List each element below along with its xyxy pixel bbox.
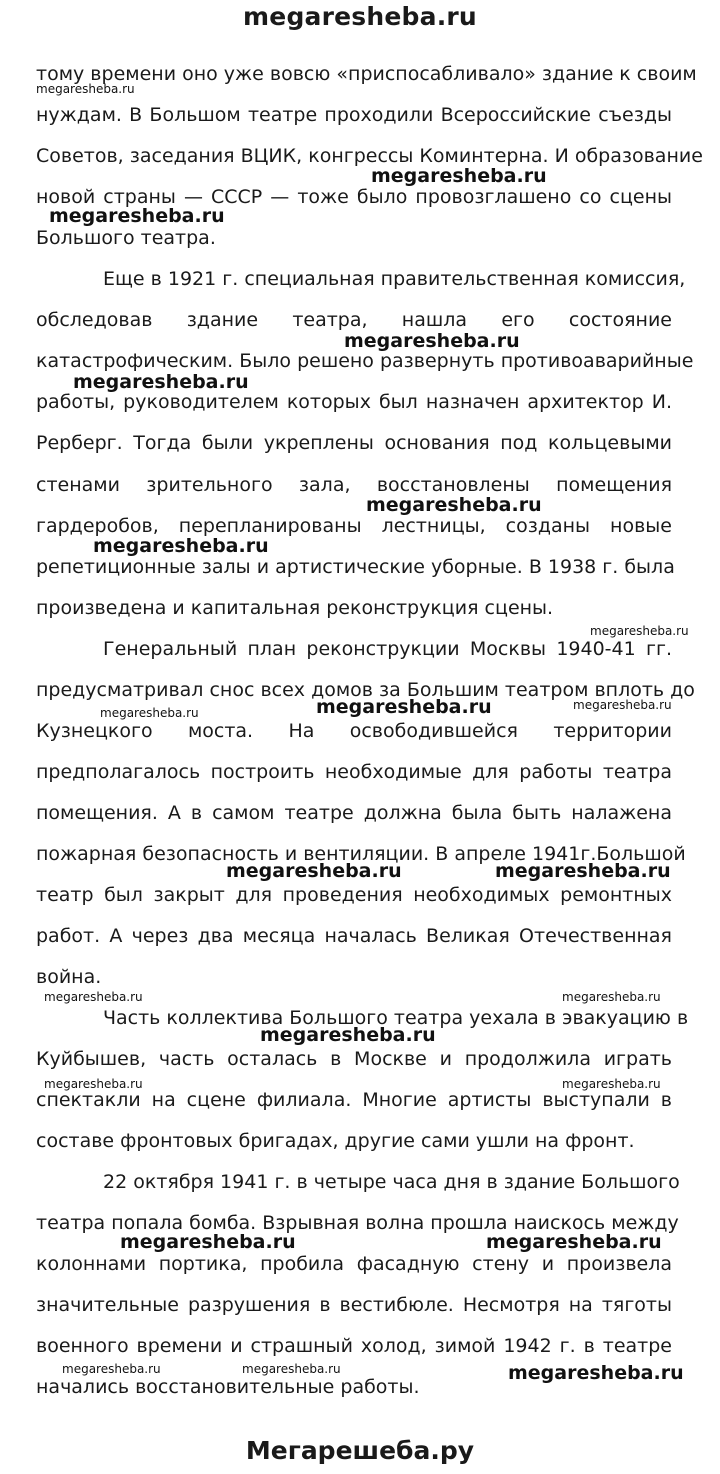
text-line: Часть коллектива Большого театра уехала в эвакуацию в bbox=[103, 1007, 689, 1029]
watermark: megaresheba.ru bbox=[573, 698, 672, 712]
text-line: театра попала бомба. Взрывная волна прошла наискось между bbox=[36, 1212, 679, 1234]
watermark: megaresheba.ru bbox=[44, 990, 143, 1004]
text-line: составе фронтовых бригадах, другие сами ушли на фронт. bbox=[36, 1130, 635, 1152]
text-line: Генеральный план реконструкции Москвы 1940-41 гг. bbox=[103, 638, 672, 660]
watermark: megaresheba.ru bbox=[562, 1077, 661, 1091]
watermark: megaresheba.ru bbox=[495, 860, 671, 882]
site-header: megaresheba.ru bbox=[243, 2, 477, 31]
text-line: колоннами портика, пробила фасадную стену и произвела bbox=[36, 1253, 672, 1275]
watermark: megaresheba.ru bbox=[44, 1077, 143, 1091]
text-line: гардеробов, перепланированы лестницы, созданы новые bbox=[36, 515, 672, 537]
text-line: стенами зрительного зала, восстановлены помещения bbox=[36, 474, 672, 496]
watermark: megaresheba.ru bbox=[366, 494, 542, 516]
watermark: megaresheba.ru bbox=[316, 696, 492, 718]
watermark: megaresheba.ru bbox=[508, 1362, 684, 1384]
text-line: война. bbox=[36, 966, 102, 988]
watermark: megaresheba.ru bbox=[100, 706, 199, 720]
text-line: предполагалось построить необходимые для работы театра bbox=[36, 761, 672, 783]
text-line: Большого театра. bbox=[36, 227, 216, 249]
text-line: Еще в 1921 г. специальная правительственная комиссия, bbox=[103, 268, 686, 290]
text-line: обследовав здание театра, нашла его состояние bbox=[36, 309, 672, 331]
text-line: Советов, заседания ВЦИК, конгрессы Коминтерна. И образование bbox=[36, 145, 703, 167]
watermark: megaresheba.ru bbox=[62, 1362, 161, 1376]
text-line: 22 октября 1941 г. в четыре часа дня в здание Большого bbox=[103, 1171, 680, 1193]
watermark: megaresheba.ru bbox=[344, 330, 520, 352]
text-line: произведена и капитальная реконструкция сцены. bbox=[36, 597, 554, 619]
site-footer: Мегарешеба.ру bbox=[245, 1436, 475, 1465]
text-line: помещения. А в самом театре должна была быть налажена bbox=[36, 802, 672, 824]
watermark: megaresheba.ru bbox=[242, 1362, 341, 1376]
text-line: начались восстановительные работы. bbox=[36, 1376, 420, 1398]
text-line: Куйбышев, часть осталась в Москве и продолжила играть bbox=[36, 1048, 672, 1070]
text-line: репетиционные залы и артистические уборные. В 1938 г. была bbox=[36, 556, 675, 578]
watermark: megaresheba.ru bbox=[590, 624, 689, 638]
watermark: megaresheba.ru bbox=[226, 860, 402, 882]
text-line: Рерберг. Тогда были укреплены основания под кольцевыми bbox=[36, 432, 672, 454]
text-line: Кузнецкого моста. На освободившейся территории bbox=[36, 720, 672, 742]
text-line: военного времени и страшный холод, зимой 1942 г. в театре bbox=[36, 1335, 672, 1357]
text-line: новой страны — СССР — тоже было провозглашено со сцены bbox=[36, 186, 672, 208]
text-line: театр был закрыт для проведения необходимых ремонтных bbox=[36, 884, 672, 906]
watermark: megaresheba.ru bbox=[260, 1024, 436, 1046]
text-line: тому времени оно уже вовсю «приспосабливало» здание к своим bbox=[36, 63, 697, 85]
watermark: megaresheba.ru bbox=[49, 205, 225, 227]
text-line: пожарная безопасность и вентиляции. В апреле 1941г.Большой bbox=[36, 843, 686, 865]
watermark: megaresheba.ru bbox=[120, 1231, 296, 1253]
watermark: megaresheba.ru bbox=[36, 82, 135, 96]
watermark: megaresheba.ru bbox=[562, 990, 661, 1004]
watermark: megaresheba.ru bbox=[486, 1231, 662, 1253]
text-line: нуждам. В Большом театре проходили Всероссийские съезды bbox=[36, 104, 672, 126]
watermark: megaresheba.ru bbox=[371, 165, 547, 187]
watermark: megaresheba.ru bbox=[93, 535, 269, 557]
text-line: значительные разрушения в вестибюле. Несмотря на тяготы bbox=[36, 1294, 672, 1316]
text-line: предусматривал снос всех домов за Большим театром вплоть до bbox=[36, 679, 695, 701]
text-line: спектакли на сцене филиала. Многие артисты выступали в bbox=[36, 1089, 672, 1111]
text-line: работ. А через два месяца началась Великая Отечественная bbox=[36, 925, 672, 947]
text-line: катастрофическим. Было решено развернуть противоаварийные bbox=[36, 350, 694, 372]
watermark: megaresheba.ru bbox=[73, 371, 249, 393]
text-line: работы, руководителем которых был назначен архитектор И. bbox=[36, 391, 672, 413]
